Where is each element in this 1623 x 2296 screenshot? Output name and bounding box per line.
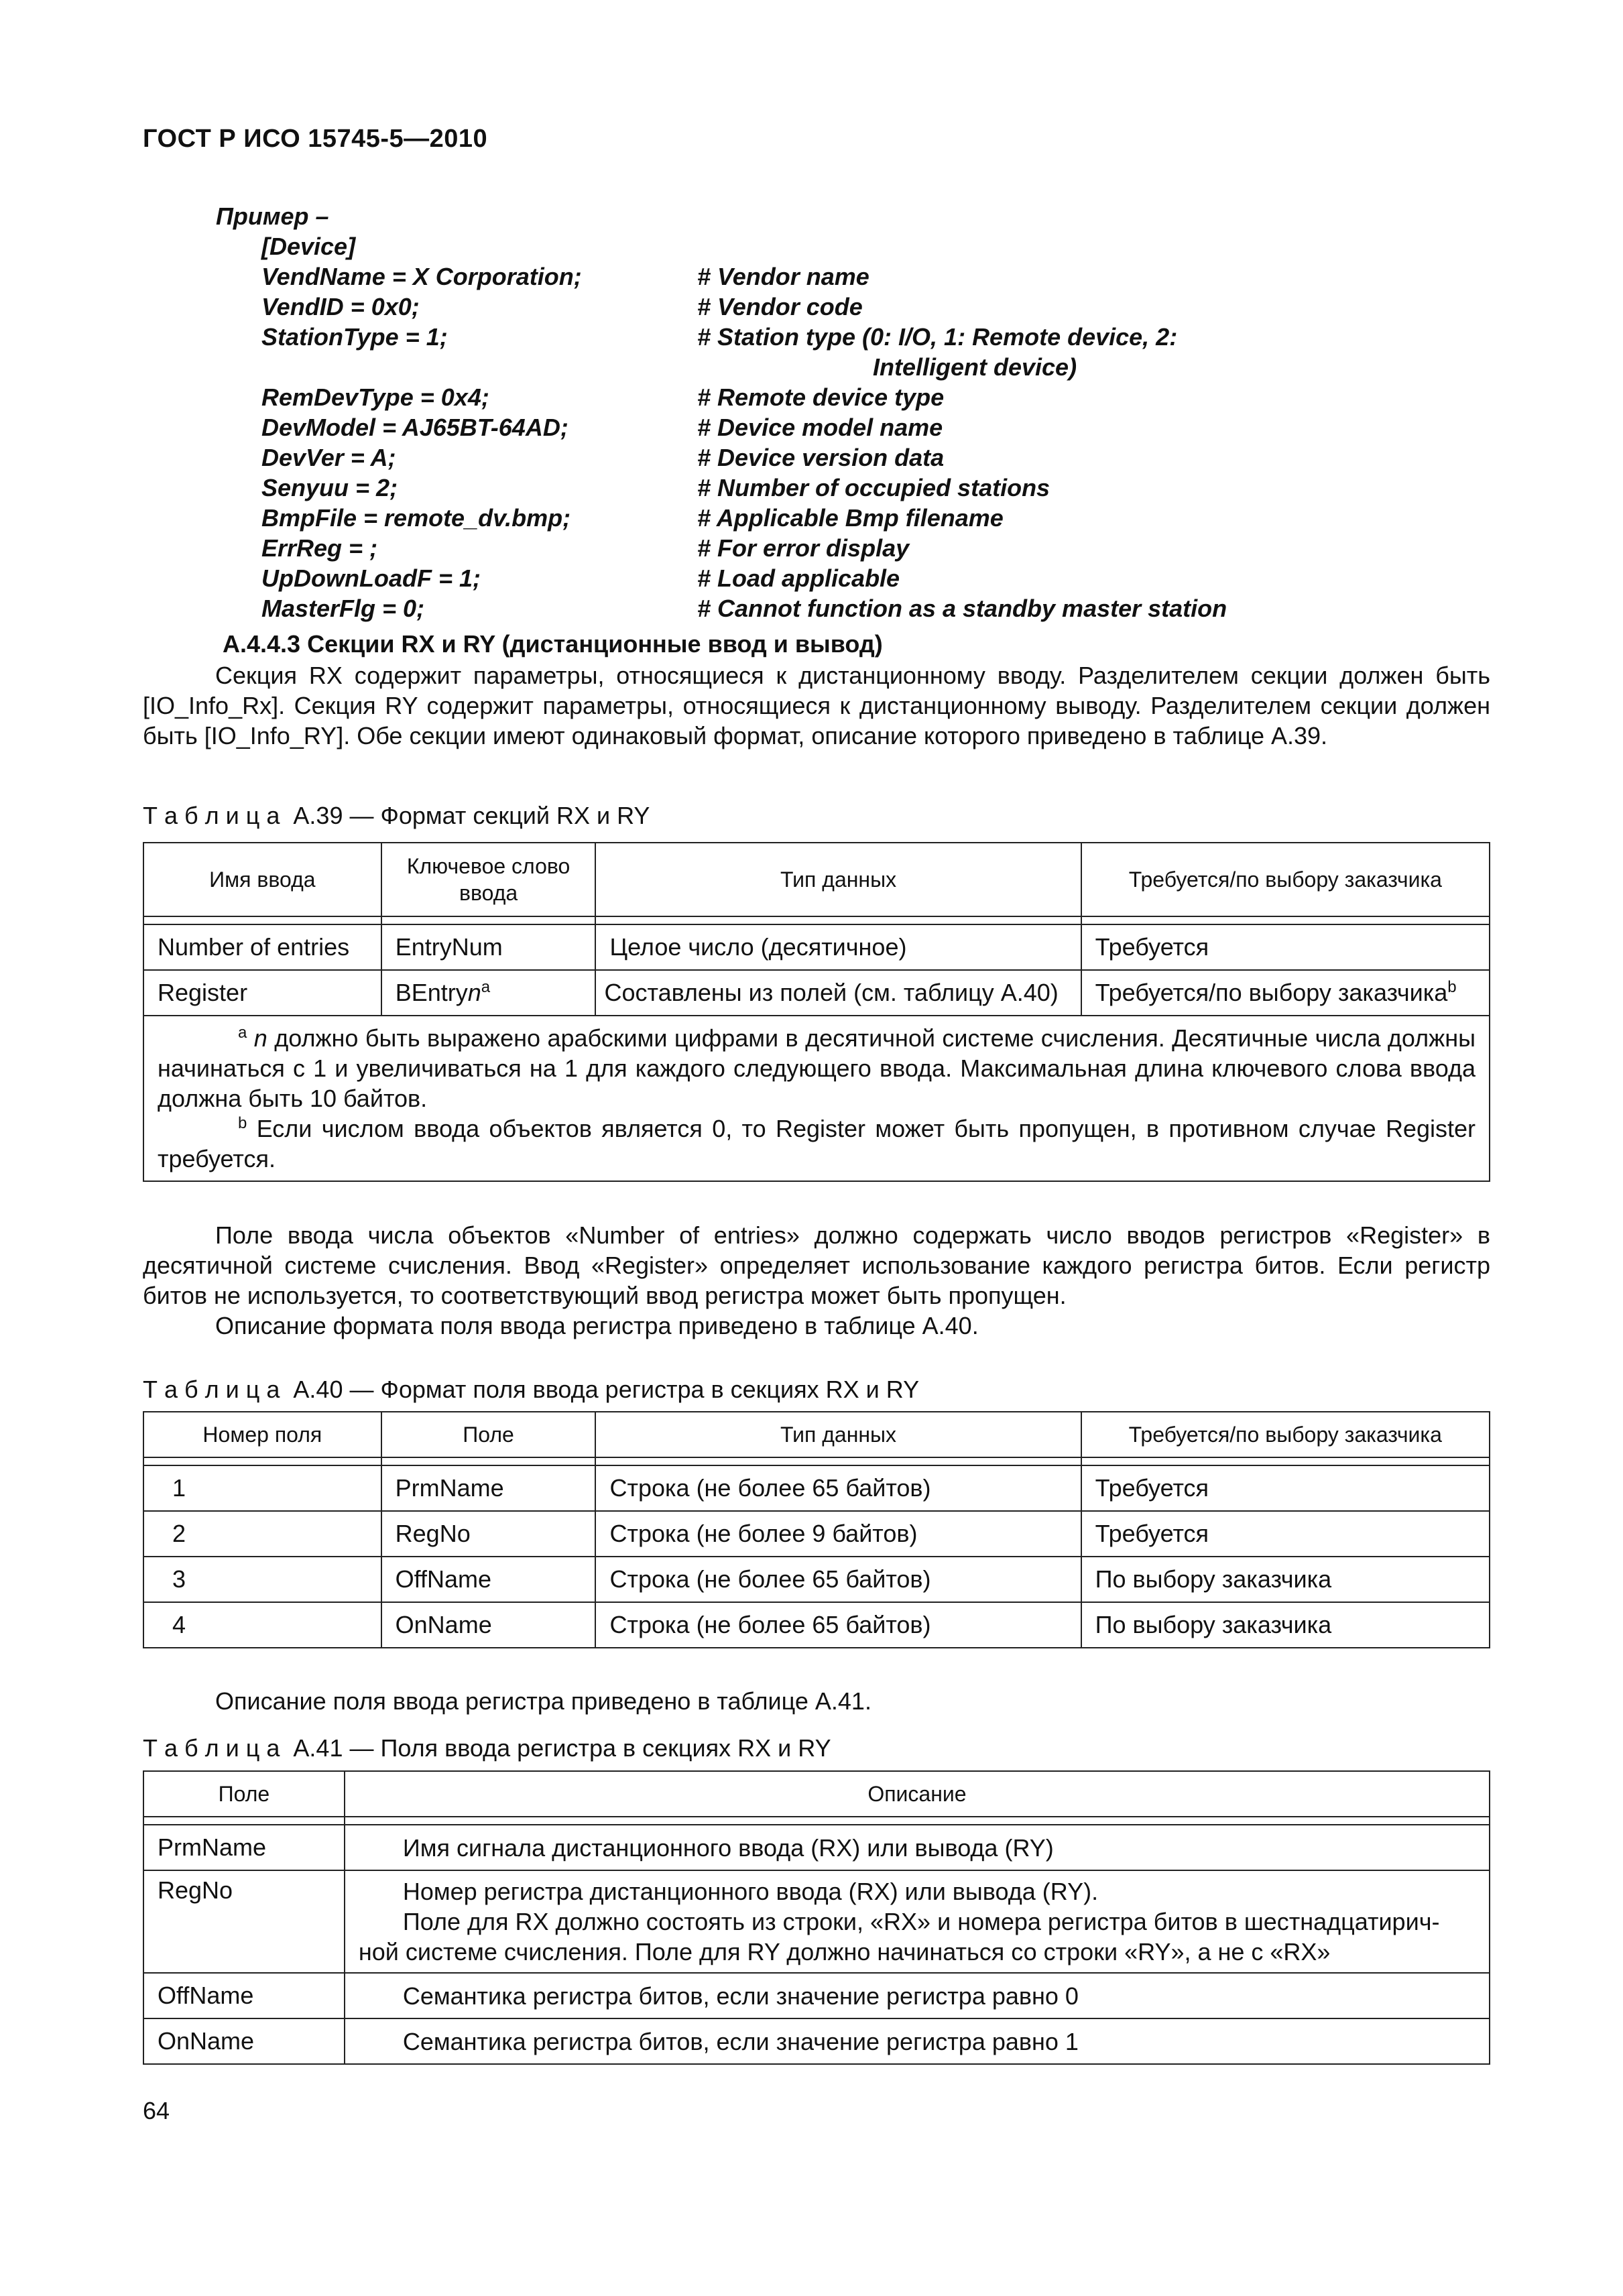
example-row [216, 382, 1490, 412]
example-comment: # Device model name [697, 414, 943, 441]
column-header: Требуется/по выбору заказчика [1081, 843, 1490, 916]
example-key: BmpFile = remote_dv.bmp; [261, 504, 571, 532]
table-cell: RegNo [381, 1511, 596, 1557]
example-comment: # Station type (0: I/O, 1: Remote device, 2: [697, 323, 1178, 351]
paragraph [143, 1220, 1490, 1311]
table-row [143, 1557, 1490, 1602]
example-key: UpDownLoadF = 1; [261, 564, 481, 592]
table-row [143, 1870, 1490, 1973]
paragraph [143, 660, 1490, 751]
table-cell: Требуется [1081, 1465, 1490, 1511]
table-cell: PrmName [381, 1465, 596, 1511]
example-key: StationType = 1; [261, 323, 448, 351]
table-cell: По выбору заказчика [1081, 1602, 1490, 1648]
table-cell: Number of entries [143, 924, 381, 970]
example-comment: # Remote device type [697, 383, 945, 411]
example-key: DevModel = AJ65BT-64AD; [261, 414, 568, 441]
paragraph-text: Поле ввода числа объектов «Number of entries» должно содержать число вводов регистров «Register» в десятичной системе счисления. Ввод «Register» определяет использование каждого регистра битов. Если регистр битов не используется, то соответствующий ввод регистра может быть пропущен. [143, 1221, 1490, 1309]
column-header: Описание [345, 1771, 1490, 1817]
column-header: Тип данных [595, 843, 1081, 916]
table-a39 [143, 842, 1490, 1182]
table-cell: EntryNum [381, 924, 596, 970]
paragraph [143, 1686, 1490, 1716]
column-header: Ключевое слово ввода [381, 843, 596, 916]
table-caption: Т а б л и ц а A.39 — Формат секций RX и RY [143, 802, 650, 829]
table-cell: Строка (не более 65 байтов) [595, 1465, 1081, 1511]
table-cell: Строка (не более 65 байтов) [595, 1602, 1081, 1648]
table-cell: BEntryn$^a$ [381, 970, 596, 1016]
table-row [143, 924, 1490, 970]
table-cell: Имя сигнала дистанционного ввода (RX) или вывода (RY) [345, 1825, 1490, 1870]
table-cell: 3 [143, 1557, 381, 1602]
table-row [143, 1825, 1490, 1870]
column-header: Поле [381, 1412, 596, 1457]
example-row [216, 563, 1490, 593]
example-key: Senyuu = 2; [261, 474, 398, 501]
table-cell: Строка (не более 65 байтов) [595, 1557, 1081, 1602]
footnote-b: $^b$ Если числом ввода объектов является 0, то Register может быть пропущен, в противном случае Register требуется. [158, 1114, 1476, 1172]
table-caption: Т а б л и ц а A.40 — Формат поля ввода регистра в секциях RX и RY [143, 1376, 920, 1403]
paragraph [143, 1311, 1490, 1341]
table-row [143, 1973, 1490, 2018]
table-cell: 1 [143, 1465, 381, 1511]
table-cell: Требуется [1081, 1511, 1490, 1557]
example-row [216, 261, 1490, 292]
example-comment: # Load applicable [697, 564, 900, 592]
table-cell: OnName [381, 1602, 596, 1648]
table-row [143, 2018, 1490, 2064]
paragraph-text: Описание формата поля ввода регистра приведено в таблице A.40. [215, 1312, 979, 1339]
section-heading: A.4.4.3 Секции RX и RY (дистанционные ввод и вывод) [223, 630, 883, 658]
table-cell: OffName [381, 1557, 596, 1602]
table-cell: Целое число (десятичное) [595, 924, 1081, 970]
example-row [216, 322, 1490, 352]
footnote-a: $^a$ n должно быть выражено арабскими цифрами в десятичной системе счисления. Десятичные числа должны начинаться с 1 и увеличиваться на 1 для каждого следующего ввода. Максимальная длина ключевого слова ввода должна быть 10 байтов. [158, 1024, 1476, 1112]
table-cell: OnName [143, 2018, 345, 2064]
document-header: ГОСТ Р ИСО 15745-5—2010 [143, 125, 488, 153]
table-cell: Семантика регистра битов, если значение регистра равно 0 [345, 1973, 1490, 2018]
table-cell: Строка (не более 9 байтов) [595, 1511, 1081, 1557]
table-cell: Требуется/по выбору заказчика$^b$ [1081, 970, 1490, 1016]
table-row [143, 1602, 1490, 1648]
table-caption: Т а б л и ц а A.41 — Поля ввода регистра в секциях RX и RY [143, 1734, 831, 1762]
column-header: Тип данных [595, 1412, 1081, 1457]
example-key: ErrReg = ; [261, 534, 378, 562]
example-row [216, 442, 1490, 473]
example-key: VendID = 0x0; [261, 293, 420, 320]
column-header: Поле [143, 1771, 345, 1817]
example-comment: # Device version data [697, 444, 945, 471]
column-header: Имя ввода [143, 843, 381, 916]
table-cell: 2 [143, 1511, 381, 1557]
table-cell: 4 [143, 1602, 381, 1648]
table-cell: Номер регистра дистанционного ввода (RX) или вывода (RY). Поле для RX должно состоять из строки, «RX» и номера регистра битов в шестнадцатирич- ной системе счисления. Поле для RY должно начинаться со строки «RY», а не с «RX» [345, 1870, 1490, 1973]
example-row [216, 412, 1490, 442]
example-key: VendName = X Corporation; [261, 263, 582, 290]
example-section: [Device] [261, 233, 356, 260]
table-cell: Требуется [1081, 924, 1490, 970]
table-cell: RegNo [143, 1870, 345, 1973]
paragraph-text: Секция RX содержит параметры, относящиеся к дистанционному вводу. Разделителем секции должен быть [IO_Info_Rx]. Секция RY содержит параметры, относящиеся к дистанционному выводу. Разделителем секции должен быть [IO_Info_RY]. Обе секции имеют одинаковый формат, описание которого приведено в таблице A.39. [143, 662, 1490, 749]
example-key: DevVer = A; [261, 444, 396, 471]
example-row-continued [216, 352, 1490, 382]
example-row [216, 533, 1490, 563]
example-comment: # Vendor name [697, 263, 869, 290]
example-title: Пример – [216, 202, 329, 230]
table-row [143, 970, 1490, 1016]
table-footnotes [143, 1016, 1490, 1181]
paragraph-text: Описание поля ввода регистра приведено в таблице A.41. [215, 1687, 871, 1715]
example-key: RemDevType = 0x4; [261, 383, 489, 411]
column-header: Требуется/по выбору заказчика [1081, 1412, 1490, 1457]
table-cell: Составлены из полей (см. таблицу A.40) [595, 970, 1081, 1016]
table-cell: По выбору заказчика [1081, 1557, 1490, 1602]
table-cell: Семантика регистра битов, если значение регистра равно 1 [345, 2018, 1490, 2064]
table-a41 [143, 1770, 1490, 2065]
page-number: 64 [143, 2097, 170, 2124]
example-row [216, 503, 1490, 533]
table-row [143, 1465, 1490, 1511]
example-row [216, 292, 1490, 322]
example-block [216, 201, 1490, 623]
example-comment: # For error display [697, 534, 910, 562]
example-comment: # Number of occupied stations [697, 474, 1050, 501]
table-cell: PrmName [143, 1825, 345, 1870]
example-comment: # Vendor code [697, 293, 863, 320]
example-row [216, 593, 1490, 623]
example-key: MasterFlg = 0; [261, 595, 425, 622]
example-comment: # Applicable Bmp filename [697, 504, 1004, 532]
example-comment-continued: Intelligent device) [873, 353, 1077, 381]
table-a40 [143, 1411, 1490, 1648]
column-header: Номер поля [143, 1412, 381, 1457]
table-cell: Register [143, 970, 381, 1016]
table-row [143, 1511, 1490, 1557]
table-cell: OffName [143, 1973, 345, 2018]
example-row [216, 473, 1490, 503]
example-comment: # Cannot function as a standby master station [697, 595, 1227, 622]
